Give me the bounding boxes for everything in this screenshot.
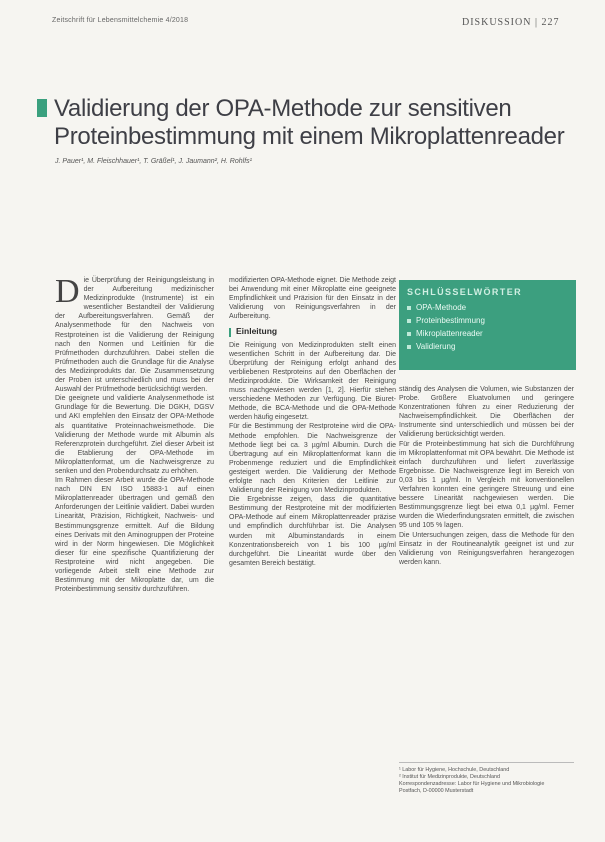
body-paragraph: Die Ergebnisse zeigen, dass die quantitative Bestimmung der Restproteine mit der modifizierten OPA-Methode auf einem Mikroplattenreader präzise und empfindlich durchführbar ist. Die Analysen wurden mit Albuminstandards in einem Konzentrationsbereich von 1 bis 100 µg/ml durchgeführt. Die Linearität wurde über den gesamten Bereich bestätigt.	[229, 496, 396, 567]
body-paragraph: Für die Bestimmung der Restproteine wird die OPA-Methode empfohlen. Die Nachweisgrenze der Methode liegt bei ca. 3 µg/ml Albumin. Durch die Übertragung auf ein Mikroplattenformat kann die Probenmenge reduziert und die Empfindlichkeit gesteigert werden. Die Validierung der Methode erfolgte nach den Kriterien der Leitlinie zur Validierung der Reinigung von Medizinprodukten.	[229, 423, 396, 495]
bullet-square-icon	[407, 319, 411, 323]
keyword-text: OPA-Methode	[416, 303, 467, 312]
footnote: Korrespondenzadresse: Labor für Hygiene und Mikrobiologie	[399, 781, 545, 787]
bullet-square-icon	[407, 332, 411, 336]
footnotes	[399, 762, 574, 795]
body-paragraph: ständig des Analysen die Volumen, wie Substanzen der Probe. Größere Eluatvolumen und geringere Konzentrationen führen zu einer Reduzierung der Nachweisempfindlichkeit. Die Oberflächen der Instrumente sind unterschiedlich und müssen bei der Validierung berücksichtigt werden.	[399, 386, 574, 439]
section-heading-text: Einleitung	[236, 326, 278, 337]
body-paragraph: Für die Proteinbestimmung hat sich die Durchführung im Mikroplattenformat mit OPA bewährt. Die Methode ist einfach durchzuführen und liefert zuverlässige Ergebnisse. Die Nachweisgrenze liegt im Bereich von 0,03 bis 1 µg/ml. In Vergleich mit konventionellen Verfahren konnten eine geringere Streuung und eine bessere Linearität nachgewiesen werden. Die Bestimmungsgrenze liegt bei etwa 0,1 µg/ml. Ferner wurden die Wiederfindungsraten ermittelt, die zwischen 95 und 105 % lagen.	[399, 440, 574, 530]
section-header	[462, 17, 559, 28]
body-column-2	[229, 276, 396, 568]
bullet-square-icon	[407, 345, 411, 349]
article-title: Validierung der OPA-Methode zur sensitiven Proteinbestimmung mit einem Mikroplattenreader	[54, 95, 565, 150]
keywords-list	[407, 301, 568, 353]
keyword-item	[407, 340, 568, 353]
header-separator: |	[534, 17, 538, 28]
body-paragraph: Die geeignete und validierte Analysenmethode ist Grundlage für die Bewertung. Die DGKH, DGSV und AKI empfehlen den Einsatz der OPA-Methode als quantitative Proteinnachweismethode. Die Validierung der Methode wurde mit Albumin als Referenzprotein durchgeführt. Ziel dieser Arbeit ist die Etablierung der OPA-Methode im Mikroplattenformat, um die Nachweisgrenze zu senken und den Probendurchsatz zu erhöhen.	[55, 395, 214, 475]
body-paragraph: Die Reinigung von Medizinprodukten stellt einen wesentlichen Schritt in der Aufbereitung dar. Die Überprüfung der Reinigung erfolgt anhand des verbliebenen Restproteins auf den Oberflächen der Medizinprodukte. Die Wirksamkeit der Reinigung muss nachgewiesen werden [1, 2]. Hierfür stehen verschiedene Methoden zur Verfügung. Die Biuret-Methode, die BCA-Methode und die OPA-Methode werden häufig eingesetzt.	[229, 341, 396, 422]
paragraph-text: ie Überprüfung der Reinigungsleistung in der Aufbereitung medizinischer Medizinprodukte (Instrumente) ist ein wesentlicher Bestandteil der Validierung der Aufbereitungsverfahren. Gemäß der Analysenmethode für den Nachweis von Restproteinen ist die Validierung der Reinigung nach den Normen und Leitlinien für die Prüfmethoden durchzuführen. Dabei stellen die Prüfmethoden auch die Grundlage für die Analyse des Medizinprodukts dar. Die Zusammensetzung der Proben ist unterschiedlich und muss bei der Auswahl der Prüfmethode berücksichtigt werden.	[55, 277, 214, 394]
heading-accent-bar	[229, 328, 231, 337]
keyword-text: Proteinbestimmung	[416, 316, 485, 325]
title-accent-marker	[37, 99, 47, 117]
body-paragraph: modifizierten OPA-Methode eignet. Die Methode zeigt bei Anwendung mit einer Mikroplatte eine geeignete Empfindlichkeit und Präzision für den Einsatz in der Validierung von Reinigungsverfahren in der Aufbereitung.	[229, 277, 396, 321]
section-label: DISKUSSION	[462, 17, 532, 28]
body-column-1	[55, 273, 214, 594]
keyword-item	[407, 327, 568, 340]
journal-header: Zeitschrift für Lebensmittelchemie 4/2018	[52, 17, 189, 24]
page-number: 227	[541, 17, 560, 28]
body-paragraph: Die Untersuchungen zeigen, dass die Methode für den Einsatz in der Routineanalytik geeignet ist und zur Validierung von Reinigungsverfahren herangezogen werden kann.	[399, 531, 574, 566]
footnote: ² Institut für Medizinprodukte, Deutschland	[399, 774, 500, 780]
keyword-text: Validierung	[416, 342, 456, 351]
section-heading-einleitung	[229, 327, 396, 336]
keyword-item	[407, 314, 568, 327]
keywords-box	[399, 280, 576, 370]
bullet-square-icon	[407, 306, 411, 310]
body-column-3	[399, 385, 574, 567]
footnote: ¹ Labor für Hygiene, Hochschule, Deutschland	[399, 767, 510, 773]
keyword-text: Mikroplattenreader	[416, 329, 483, 338]
body-paragraph	[55, 273, 214, 394]
keywords-title: SCHLÜSSELWÖRTER	[407, 287, 523, 297]
drop-cap: D	[55, 273, 80, 310]
body-paragraph: Im Rahmen dieser Arbeit wurde die OPA-Methode nach DIN EN ISO 15883-1 auf einen Mikroplattenreader übertragen und gemäß den Anforderungen der Leitlinie validiert. Dabei wurden Linearität, Präzision, Richtigkeit, Nachweis- und Bestimmungsgrenze ermittelt. Auf die Bildung eines Derivats mit den Aminogruppen der Proteine wird in der Norm hingewiesen. Die Möglichkeit dieser für eine spezifische Quantifizierung der Restproteine wird nicht angegeben. Die vorliegende Arbeit stellt eine Methode zur Bestimmung mit der Mikroplatte dar, um die Proteinbestimmung sensitiv durchzuführen.	[55, 477, 214, 594]
article-authors: J. Pauer¹, M. Fleischhauer¹, T. Gräßel¹, J. Jaumann², H. Rohlfs¹	[55, 158, 252, 165]
keyword-item	[407, 301, 568, 314]
footnote: Postfach, D-00000 Musterstadt	[399, 788, 474, 794]
